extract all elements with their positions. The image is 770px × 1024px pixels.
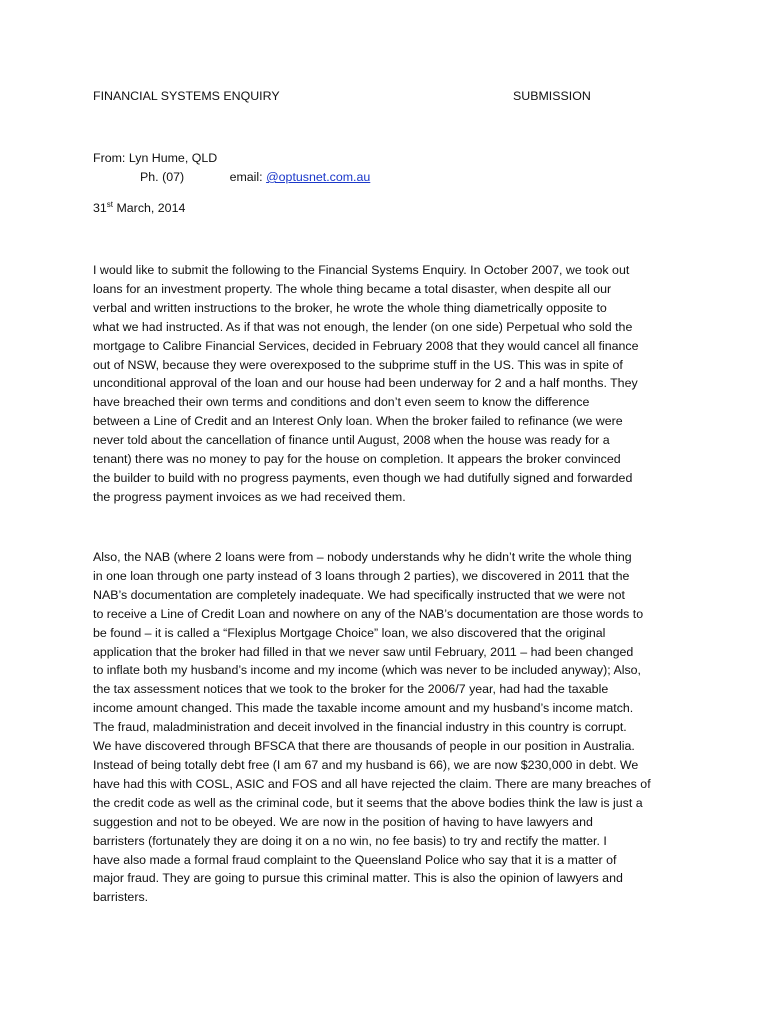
- email-link[interactable]: @optusnet.com.au: [266, 170, 371, 184]
- body-paragraph-2: [93, 548, 683, 907]
- sender-name: Lyn Hume, QLD: [128, 151, 218, 165]
- date-day: 31: [93, 201, 107, 215]
- paragraph-line: have had this with COSL, ASIC and FOS and all have rejected the claim. There are many breaches of: [93, 776, 651, 791]
- paragraph-line: be found – it is called a “Flexiplus Mortgage Choice” loan, we also discovered that the original: [93, 625, 606, 640]
- paragraph-line: barristers.: [93, 890, 149, 905]
- body-paragraph-1: [93, 261, 683, 507]
- date-suffix: st: [106, 200, 114, 209]
- paragraph-line: to inflate both my husband’s income and my income (which was never to be included anyway); Also,: [93, 663, 642, 678]
- paragraph-line: have breached their own terms and conditions and don’t even seem to know the difference: [93, 395, 590, 410]
- paragraph-line: what we had instructed. As if that was not enough, the lender (on one side) Perpetual who sold the: [93, 319, 633, 334]
- paragraph-line: to receive a Line of Credit Loan and nowhere on any of the NAB’s documentation are those words to: [93, 606, 644, 621]
- paragraph-line: unconditional approval of the loan and our house had been underway for 2 and a half months. They: [93, 376, 638, 391]
- paragraph-line: application that the broker had filled in that we never saw until February, 2011 – had been changed: [93, 644, 634, 659]
- paragraph-line: in one loan through one party instead of 3 loans through 2 parties), we discovered in 2011 that the: [93, 568, 630, 583]
- paragraph-line: tenant) there was no money to pay for the house on completion. It appears the broker convinced: [93, 452, 621, 467]
- paragraph-line: out of NSW, because they were overexposed to the subprime stuff in the US. This was in spite of: [93, 357, 623, 372]
- paragraph-line: barristers (fortunately they are doing it on a no win, no fee basis) to try and rectify the matter. I: [93, 833, 607, 848]
- paragraph-line: suggestion and not to be obeyed. We are now in the position of having to have lawyers and: [93, 814, 593, 829]
- phone-number: (07): [162, 170, 185, 184]
- paragraph-line: have also made a formal fraud complaint to the Queensland Police who say that it is a matter of: [93, 852, 617, 867]
- phone-label: Ph.: [140, 170, 159, 184]
- contact-line: [140, 170, 370, 184]
- paragraph-line: The fraud, maladministration and deceit involved in the financial industry in this country is corrupt.: [93, 720, 627, 735]
- paragraph-line: the tax assessment notices that we took to the broker for the 2006/7 year, had had the taxable: [93, 682, 609, 697]
- paragraph-line: never told about the cancellation of finance until August, 2008 when the house was ready for a: [93, 433, 610, 448]
- paragraph-line: between a Line of Credit and an Interest Only loan. When the broker failed to refinance (we were: [93, 414, 623, 429]
- paragraph-line: the progress payment invoices as we had received them.: [93, 489, 406, 504]
- paragraph-line: loans for an investment property. The whole thing became a total disaster, when despite all our: [93, 281, 612, 296]
- document-date: [93, 201, 185, 215]
- paragraph-line: income amount changed. This made the taxable income amount and my husband’s income match.: [93, 701, 634, 716]
- paragraph-line: the builder to build with no progress payments, even though we had dutifully signed and forwarded: [93, 470, 633, 485]
- paragraph-line: Also, the NAB (where 2 loans were from – nobody understands why he didn’t write the whole thing: [93, 550, 632, 564]
- paragraph-line: We have discovered through BFSCA that there are thousands of people in our position in Australia.: [93, 739, 635, 754]
- paragraph-line: mortgage to Calibre Financial Services, decided in February 2008 that they would cancel all finance: [93, 338, 639, 353]
- from-label: From:: [93, 151, 126, 165]
- email-label: email:: [229, 170, 263, 184]
- document-type: SUBMISSION: [513, 89, 591, 103]
- document-title: FINANCIAL SYSTEMS ENQUIRY: [93, 89, 280, 103]
- sender-line: [93, 151, 217, 165]
- paragraph-line: the credit code as well as the criminal code, but it seems that the above bodies think the law is just a: [93, 795, 643, 810]
- paragraph-line: verbal and written instructions to the broker, he wrote the whole thing diametrically opposite to: [93, 300, 607, 315]
- paragraph-line: Instead of being totally debt free (I am 67 and my husband is 66), we are now $230,000 in debt. We: [93, 757, 639, 772]
- paragraph-line: major fraud. They are going to pursue this criminal matter. This is also the opinion of lawyers and: [93, 871, 623, 886]
- paragraph-line: NAB’s documentation are completely inadequate. We had specifically instructed that we were not: [93, 587, 625, 602]
- paragraph-line: I would like to submit the following to the Financial Systems Enquiry. In October 2007, we took out: [93, 263, 630, 277]
- date-month-year: March, 2014: [113, 201, 186, 215]
